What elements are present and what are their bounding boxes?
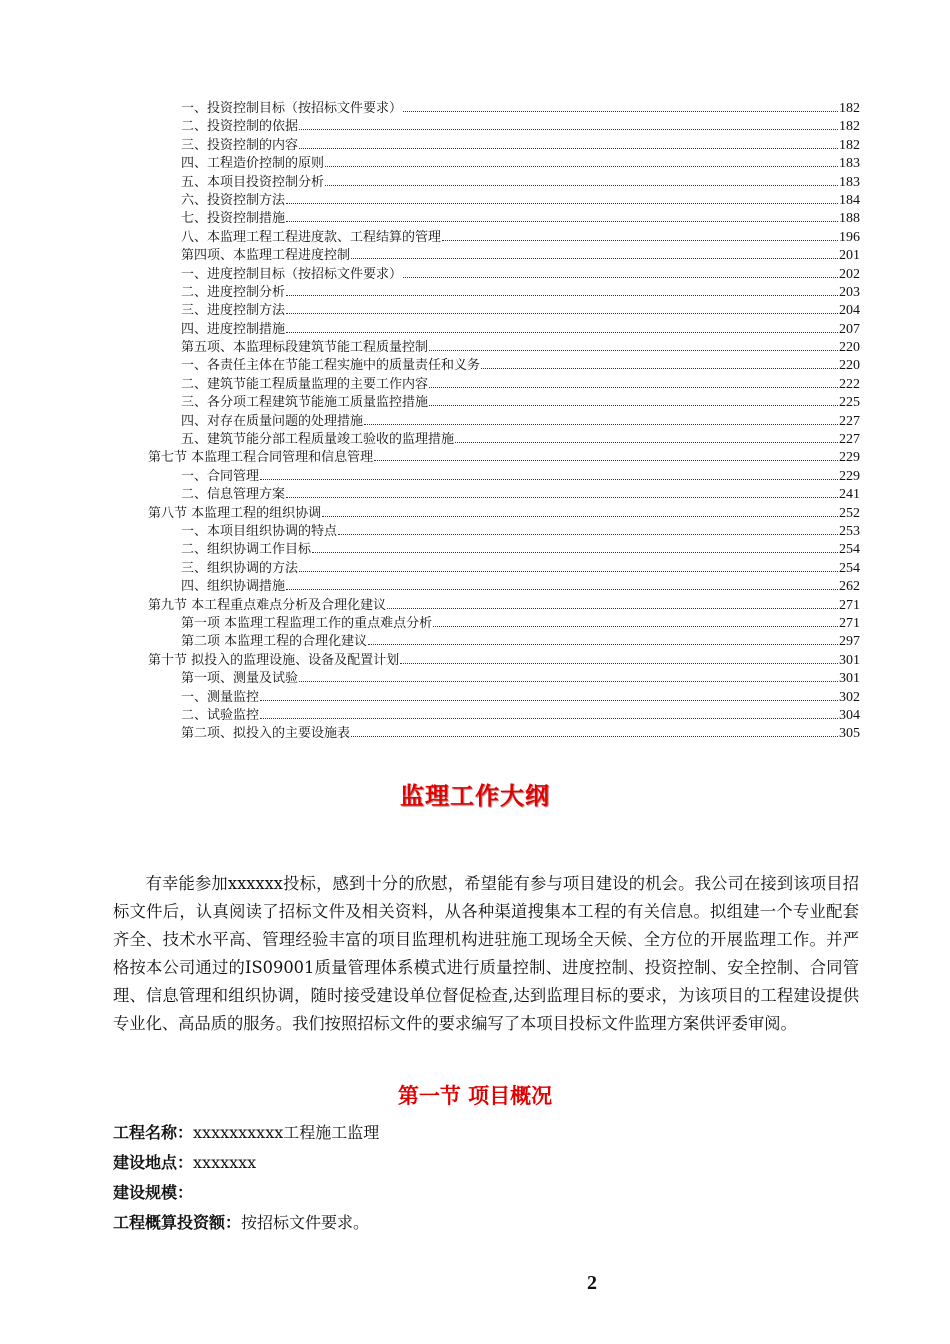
intro-paragraph: 有幸能参加xxxxxx投标，感到十分的欣慰，希望能有参与项目建设的机会。我公司在接到该项目招标文件后，认真阅读了招标文件及相关资料，从各种渠道搜集本工程的有关信息。拟组建一个专业配套齐全、技术水平高、管理经验丰富的项目监理机构进驻施工现场全天候、全方位的开展监理工作。并严格按本公司通过的IS09001质量管理体系模式进行质量控制、进度控制、投资控制、安全控制、合同管理、信息管理和组织协调，随时接受建设单位督促检查,达到监理目标的要求，为该项目的工程建设提供专业化、高品质的服务。我们按照招标文件的要求编写了本项目投标文件监理方案供评委审阅。	[113, 874, 859, 1033]
toc-entry-title: 四、进度控制措施	[181, 321, 286, 337]
toc-entry[interactable]	[148, 670, 860, 688]
toc-leader-dots	[429, 386, 838, 388]
toc-leader-dots	[433, 625, 838, 627]
toc-entry-page: 301	[839, 652, 860, 668]
page-number: 2	[587, 1272, 597, 1294]
toc-leader-dots	[260, 478, 838, 480]
toc-entry-page: 271	[839, 597, 860, 613]
toc-entry[interactable]	[148, 118, 860, 136]
toc-leader-dots	[442, 239, 838, 241]
toc-entry[interactable]	[148, 725, 860, 743]
toc-entry-page: 297	[839, 634, 860, 650]
toc-entry-title: 四、工程造价控制的原则	[181, 156, 325, 172]
toc-leader-dots	[481, 367, 838, 369]
toc-leader-dots	[429, 404, 838, 406]
toc-entry-title: 二、试验监控	[181, 707, 260, 723]
toc-entry-title: 第一项、测量及试验	[181, 671, 299, 687]
toc-entry-title: 第八节 本监理工程的组织协调	[148, 505, 322, 521]
toc-entry[interactable]	[148, 578, 860, 596]
toc-entry[interactable]	[148, 560, 860, 578]
toc-entry-page: 183	[839, 156, 860, 172]
toc-entry[interactable]	[148, 597, 860, 615]
toc-leader-dots	[351, 257, 838, 259]
toc-entry[interactable]	[148, 413, 860, 431]
toc-entry-page: 225	[839, 395, 860, 411]
toc-entry-page: 220	[839, 358, 860, 374]
toc-entry-page: 184	[839, 192, 860, 208]
toc-leader-dots	[286, 331, 838, 333]
toc-entry-page: 182	[839, 137, 860, 153]
toc-entry[interactable]	[148, 174, 860, 192]
toc-leader-dots	[325, 165, 838, 167]
toc-entry-page: 229	[839, 468, 860, 484]
toc-entry-title: 四、组织协调措施	[181, 579, 286, 595]
toc-entry-title: 第一项 本监理工程监理工作的重点难点分析	[181, 615, 433, 631]
toc-entry[interactable]	[148, 394, 860, 412]
toc-leader-dots	[325, 184, 838, 186]
toc-entry-title: 三、投资控制的内容	[181, 137, 299, 153]
toc-entry[interactable]	[148, 229, 860, 247]
toc-leader-dots	[403, 110, 838, 112]
toc-entry-page: 204	[839, 303, 860, 319]
toc-entry-title: 二、组织协调工作目标	[181, 542, 312, 558]
toc-entry[interactable]	[148, 376, 860, 394]
toc-entry-title: 一、测量监控	[181, 689, 260, 705]
document-title: 监理工作大纲	[400, 782, 550, 810]
toc-entry[interactable]	[148, 468, 860, 486]
toc-entry-title: 三、组织协调的方法	[181, 560, 299, 576]
toc-entry-page: 262	[839, 579, 860, 595]
toc-entry[interactable]	[148, 486, 860, 504]
toc-entry-page: 241	[839, 487, 860, 503]
toc-entry-title: 第四项、本监理工程进度控制	[181, 248, 351, 264]
toc-leader-dots	[429, 349, 838, 351]
toc-entry[interactable]	[148, 284, 860, 302]
toc-leader-dots	[364, 423, 838, 425]
toc-entry-page: 227	[839, 413, 860, 429]
toc-entry-title: 第二项 本监理工程的合理化建议	[181, 634, 368, 650]
toc-entry-title: 一、合同管理	[181, 468, 260, 484]
toc-entry-title: 一、各责任主体在节能工程实施中的质量责任和义务	[181, 358, 481, 374]
toc-leader-dots	[286, 312, 838, 314]
info-row	[113, 1118, 859, 1148]
toc-entry-title: 二、信息管理方案	[181, 487, 286, 503]
toc-entry-page: 188	[839, 211, 860, 227]
toc-leader-dots	[387, 607, 838, 609]
toc-entry-title: 一、进度控制目标（按招标文件要求）	[181, 266, 403, 282]
toc-entry[interactable]	[148, 652, 860, 670]
toc-entry[interactable]	[148, 339, 860, 357]
toc-entry-page: 271	[839, 615, 860, 631]
toc-leader-dots	[400, 662, 838, 664]
toc-entry-title: 二、进度控制分析	[181, 284, 286, 300]
info-label: 建设地点：	[113, 1153, 194, 1172]
toc-entry-page: 304	[839, 707, 860, 723]
toc-entry-title: 八、本监理工程工程进度款、工程结算的管理	[181, 229, 442, 245]
toc-entry[interactable]	[148, 100, 860, 118]
info-label: 工程概算投资额：	[113, 1213, 242, 1232]
toc-leader-dots	[299, 570, 838, 572]
toc-entry-title: 三、进度控制方法	[181, 303, 286, 319]
toc-leader-dots	[286, 588, 838, 590]
toc-leader-dots	[312, 551, 838, 553]
toc-entry[interactable]	[148, 321, 860, 339]
toc-leader-dots	[260, 717, 838, 719]
toc-entry[interactable]	[148, 247, 860, 265]
toc-leader-dots	[299, 147, 838, 149]
toc-leader-dots	[322, 515, 838, 517]
toc-entry-page: 222	[839, 376, 860, 392]
toc-leader-dots	[351, 735, 838, 737]
toc-leader-dots	[403, 276, 838, 278]
toc-leader-dots	[260, 699, 838, 701]
toc-entry[interactable]	[148, 357, 860, 375]
toc-leader-dots	[368, 643, 838, 645]
toc-entry-page: 183	[839, 174, 860, 190]
toc-entry-title: 一、投资控制目标（按招标文件要求）	[181, 101, 403, 116]
toc-leader-dots	[286, 294, 838, 296]
toc-entry[interactable]	[148, 633, 860, 651]
toc-entry-page: 301	[839, 671, 860, 687]
toc-entry[interactable]	[148, 707, 860, 725]
toc-entry-title: 五、建筑节能分部工程质量竣工验收的监理措施	[181, 432, 455, 448]
toc-entry-page: 202	[839, 266, 860, 282]
toc-entry-title: 一、本项目组织协调的特点	[181, 523, 338, 539]
toc-entry-title: 第十节 拟投入的监理设施、设备及配置计划	[148, 652, 400, 668]
info-value: xxxxxxxxxx工程施工监理	[193, 1123, 380, 1142]
toc-entry-title: 第二项、拟投入的主要设施表	[181, 726, 351, 742]
toc-entry-title: 三、各分项工程建筑节能施工质量监控措施	[181, 395, 429, 411]
toc-entry-page: 253	[839, 523, 860, 539]
toc-entry[interactable]	[148, 210, 860, 228]
toc-entry-title: 七、投资控制措施	[181, 211, 286, 227]
toc-entry-page: 201	[839, 248, 860, 264]
toc-entry-page: 207	[839, 321, 860, 337]
toc-entry-title: 二、投资控制的依据	[181, 119, 299, 135]
info-row	[113, 1208, 859, 1238]
toc-entry-page: 305	[839, 726, 860, 742]
info-value: 按招标文件要求。	[241, 1213, 370, 1232]
toc-leader-dots	[455, 441, 838, 443]
toc-leader-dots	[338, 533, 838, 535]
toc-entry-page: 229	[839, 450, 860, 466]
info-label: 工程名称：	[113, 1123, 194, 1142]
toc-entry[interactable]	[148, 523, 860, 541]
toc-leader-dots	[299, 680, 838, 682]
toc-leader-dots	[286, 202, 838, 204]
toc-entry-page: 182	[839, 119, 860, 135]
toc-entry-title: 四、对存在质量问题的处理措施	[181, 413, 364, 429]
toc-entry-page: 203	[839, 284, 860, 300]
toc-entry[interactable]	[148, 449, 860, 467]
toc-entry[interactable]	[148, 505, 860, 523]
toc-entry-title: 五、本项目投资控制分析	[181, 174, 325, 190]
toc-leader-dots	[374, 459, 838, 461]
toc-entry-title: 第七节 本监理工程合同管理和信息管理	[148, 450, 374, 466]
toc-entry-page: 196	[839, 229, 860, 245]
toc-entry-page: 302	[839, 689, 860, 705]
toc-entry-page: 252	[839, 505, 860, 521]
toc-leader-dots	[286, 496, 838, 498]
toc-entry-page: 227	[839, 432, 860, 448]
toc-entry[interactable]	[148, 615, 860, 633]
toc-entry-page: 220	[839, 340, 860, 356]
toc-entry[interactable]	[148, 137, 860, 155]
toc-entry[interactable]	[148, 192, 860, 210]
toc-entry[interactable]	[148, 431, 860, 449]
table-of-contents	[148, 100, 860, 744]
toc-entry-title: 二、建筑节能工程质量监理的主要工作内容	[181, 376, 429, 392]
toc-entry[interactable]	[148, 689, 860, 707]
toc-entry[interactable]	[148, 155, 860, 173]
toc-entry[interactable]	[148, 302, 860, 320]
toc-entry-page: 254	[839, 560, 860, 576]
toc-leader-dots	[299, 128, 838, 130]
project-info	[113, 1118, 859, 1238]
toc-entry-title: 第九节 本工程重点难点分析及合理化建议	[148, 597, 387, 613]
info-value: xxxxxxx	[193, 1153, 257, 1172]
toc-entry-title: 六、投资控制方法	[181, 192, 286, 208]
toc-leader-dots	[286, 220, 838, 222]
info-row	[113, 1178, 859, 1208]
info-row	[113, 1148, 859, 1178]
toc-entry[interactable]	[148, 541, 860, 559]
toc-entry-title: 第五项、本监理标段建筑节能工程质量控制	[181, 340, 429, 356]
toc-entry[interactable]	[148, 266, 860, 284]
toc-entry-page: 254	[839, 542, 860, 558]
toc-entry-page: 182	[839, 101, 860, 116]
info-label: 建设规模：	[113, 1183, 194, 1202]
section-heading: 第一节 项目概况	[397, 1084, 553, 1108]
